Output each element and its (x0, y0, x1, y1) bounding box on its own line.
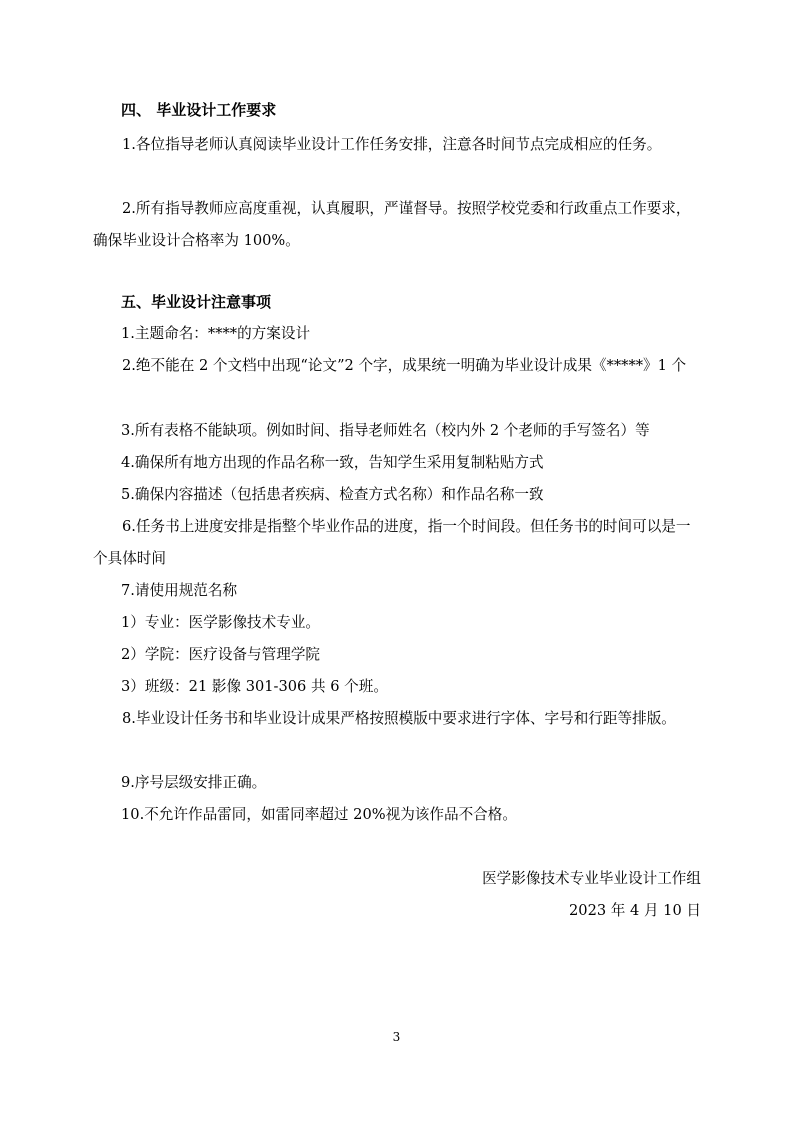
signature-org: 医学影像技术专业毕业设计工作组 (482, 870, 701, 887)
signature-date: 2023 年 4 月 10 日 (569, 902, 701, 919)
section5-item-1: 1.主题命名：****的方案设计 (121, 325, 311, 342)
section5-heading: 五、毕业设计注意事项 (121, 293, 272, 311)
section5-subitem-class: 3）班级：21 影像 301-306 共 6 个班。 (121, 678, 388, 695)
section5-item-8: 8.毕业设计任务书和毕业设计成果严格按照模版中要求进行字体、字号和行距等排版。 (122, 710, 676, 727)
section4-item-1: 1.各位指导老师认真阅读毕业设计工作任务安排，注意各时间节点完成相应的任务。 (122, 136, 662, 153)
section5-item-9: 9.序号层级安排正确。 (121, 774, 267, 791)
section5-item-4: 4.确保所有地方出现的作品名称一致，告知学生采用复制粘贴方式 (121, 454, 544, 471)
page-number: 3 (392, 1030, 401, 1044)
section5-item-10: 10.不允许作品雷同，如雷同率超过 20%视为该作品不合格。 (121, 806, 517, 823)
section4-item-2: 2.所有指导教师应高度重视，认真履职，严谨督导。按照学校党委和行政重点工作要求，确保毕业设计合格率为 100%。 (93, 200, 691, 249)
section5-item-6: 6.任务书上进度安排是指整个毕业作品的进度，指一个时间段。但任务书的时间可以是一个具体时间 (93, 518, 691, 567)
section5-item-5: 5.确保内容描述（包括患者疾病、检查方式名称）和作品名称一致 (121, 486, 544, 503)
section4-heading: 四、 毕业设计工作要求 (121, 101, 277, 119)
section5-item-7: 7.请使用规范名称 (121, 582, 238, 599)
section5-item-3: 3.所有表格不能缺项。例如时间、指导老师姓名（校内外 2 个老师的手写签名）等 (121, 422, 650, 439)
section5-subitem-major: 1）专业：医学影像技术专业。 (121, 614, 321, 631)
section5-item-2: 2.绝不能在 2 个文档中出现“论文”2 个字，成果统一明确为毕业设计成果《*****》1 个 (122, 357, 687, 374)
section5-subitem-college: 2）学院：医疗设备与管理学院 (121, 646, 321, 663)
